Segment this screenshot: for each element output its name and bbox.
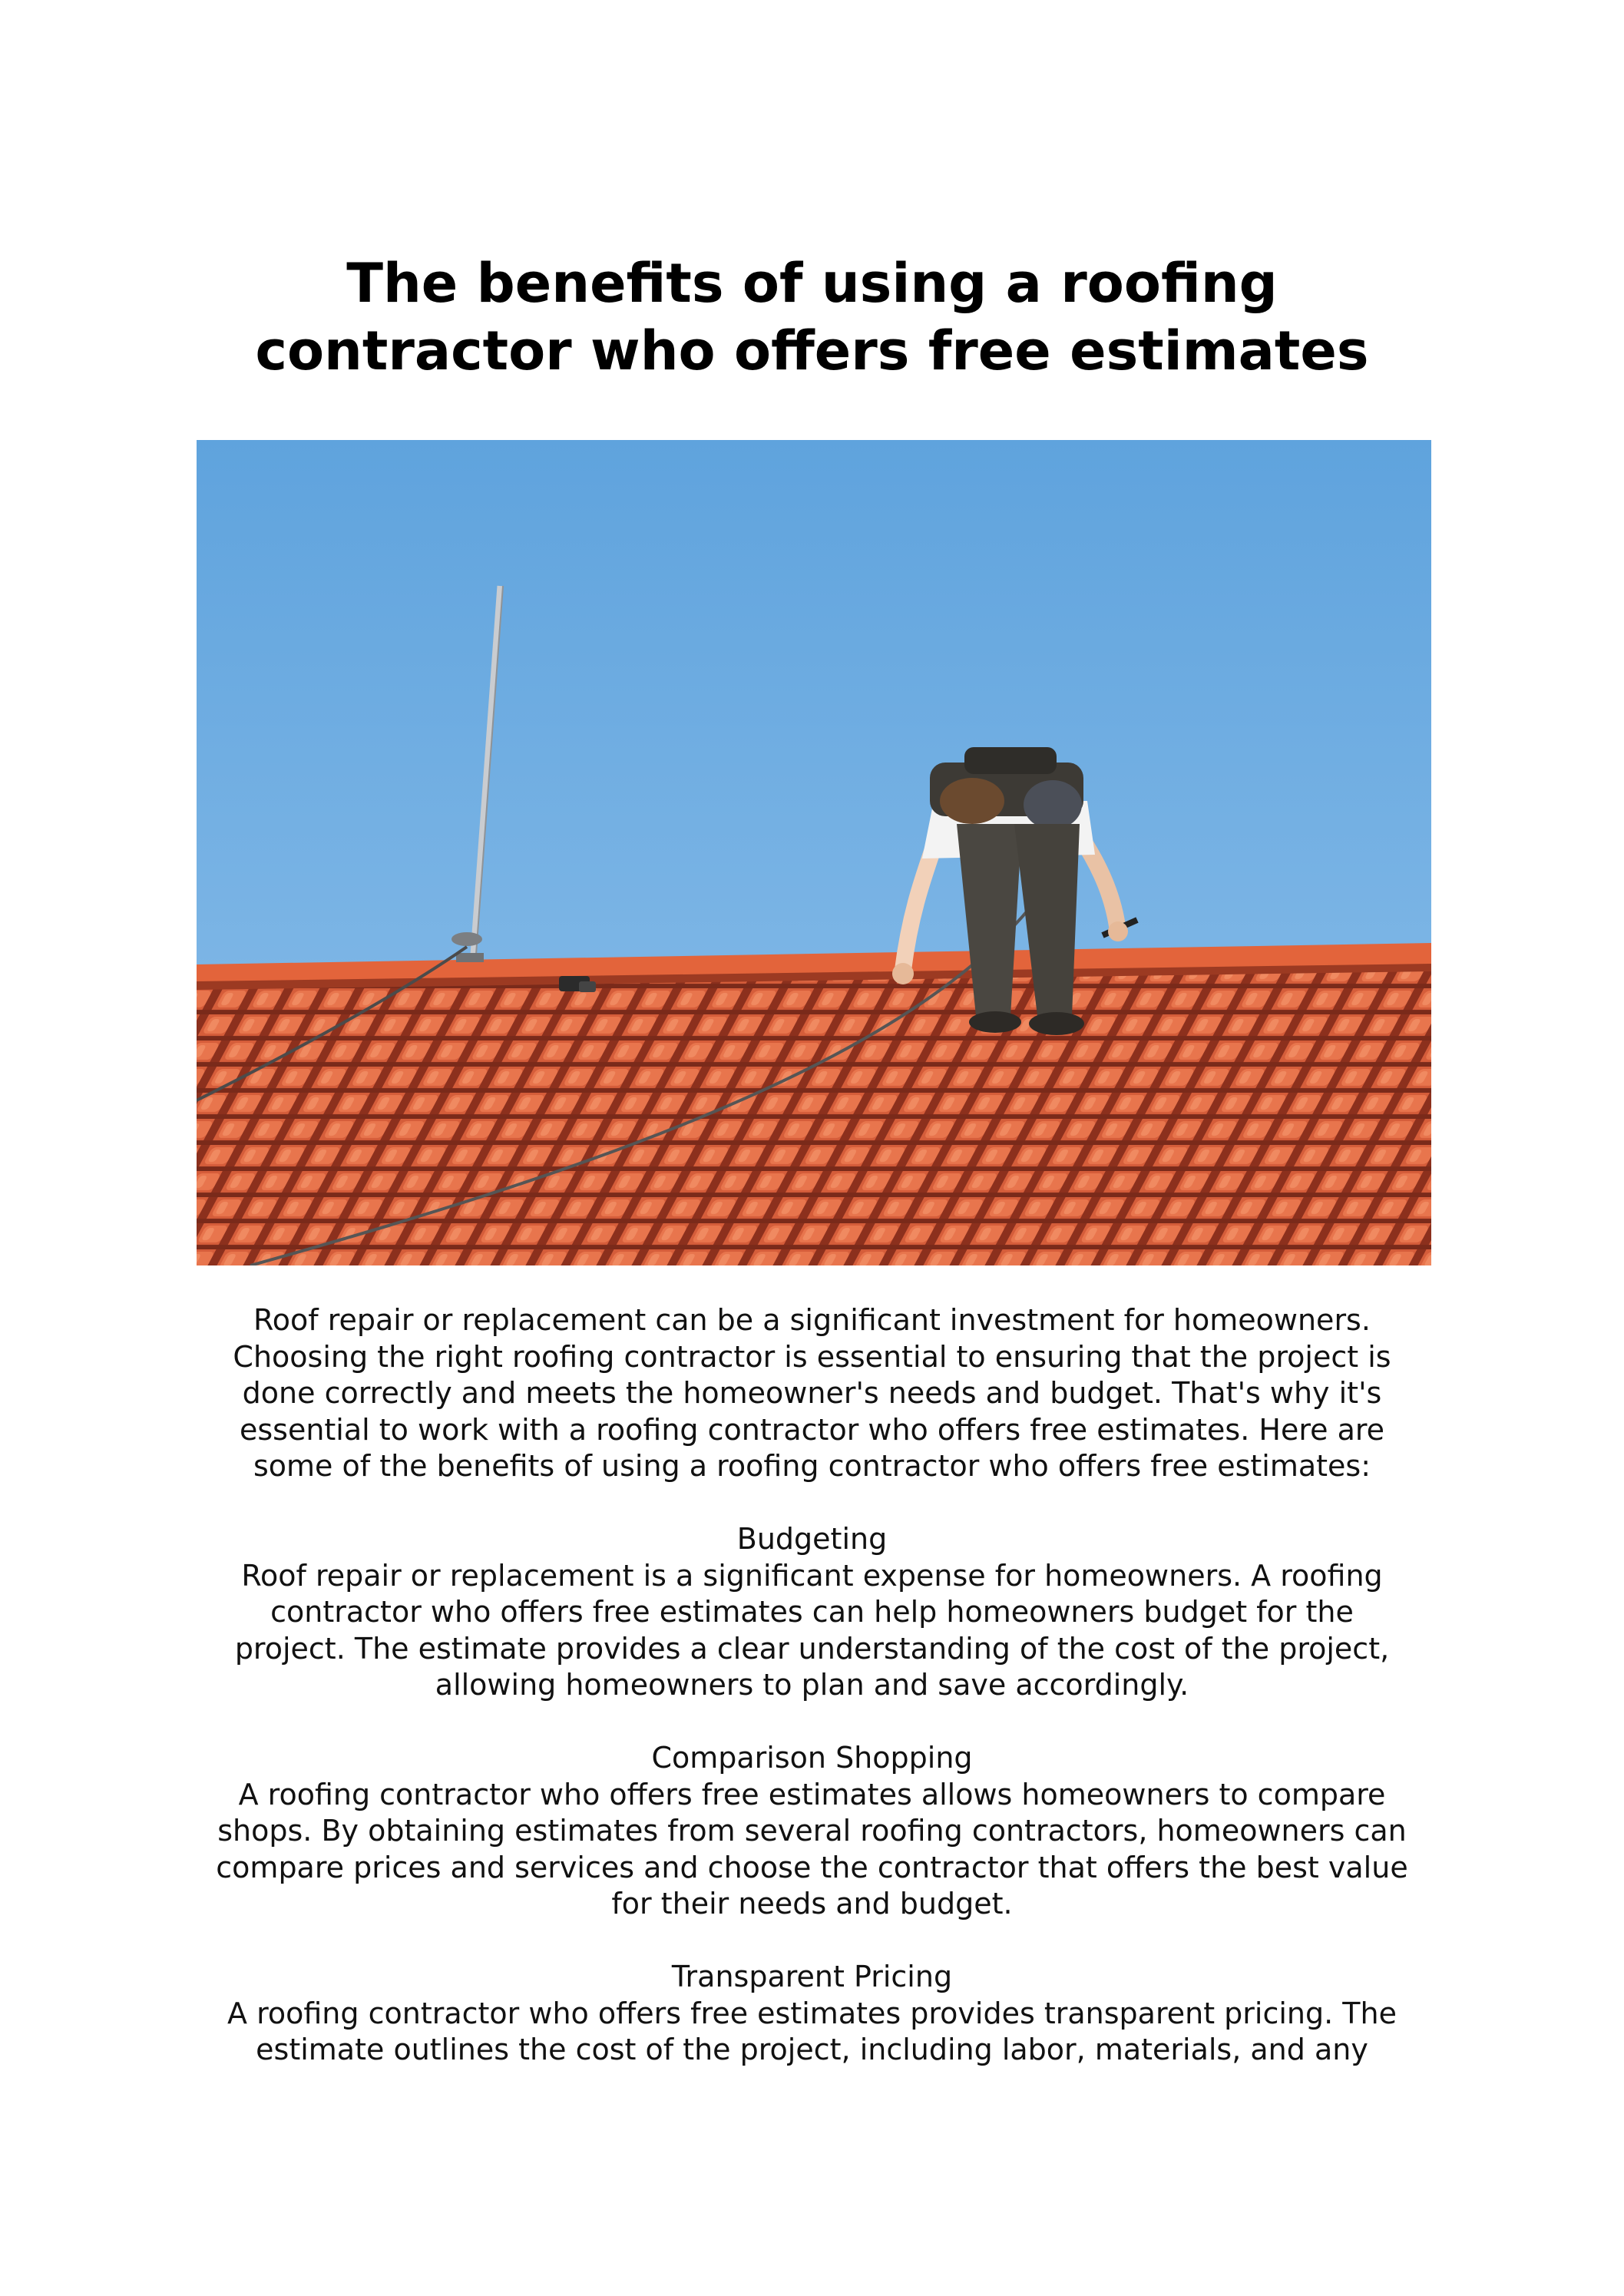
section-line: A roofing contractor who offers free estimates allows homeowners to compare — [238, 1777, 1386, 1811]
intro-line: Choosing the right roofing contractor is essential to ensuring that the project is — [233, 1339, 1391, 1374]
intro-line: Roof repair or replacement can be a significant investment for homeowners. — [253, 1303, 1371, 1337]
title-line-1: The benefits of using a roofing — [346, 252, 1278, 315]
section-heading: Transparent Pricing — [671, 1960, 953, 1993]
section-budgeting — [184, 1521, 1440, 1704]
paragraph-gap — [184, 1923, 1440, 1960]
section-transparent-pricing — [184, 1959, 1440, 2069]
section-heading: Comparison Shopping — [651, 1741, 973, 1775]
section-line: allowing homeowners to plan and save accordingly. — [435, 1668, 1189, 1702]
page-title — [154, 250, 1470, 385]
section-line: for their needs and budget. — [611, 1887, 1013, 1921]
section-line: compare prices and services and choose the contractor that offers the best value — [216, 1850, 1408, 1884]
section-comparison-shopping — [184, 1740, 1440, 1923]
section-line: shops. By obtaining estimates from several roofing contractors, homeowners can — [217, 1814, 1407, 1848]
hero-image — [197, 440, 1431, 1265]
intro-paragraph — [184, 1302, 1440, 1485]
title-line-2: contractor who offers free estimates — [255, 319, 1369, 382]
intro-line: done correctly and meets the homeowner's needs and budget. That's why it's — [242, 1376, 1382, 1410]
section-line: A roofing contractor who offers free estimates provides transparent pricing. The — [227, 1996, 1397, 2030]
section-line: contractor who offers free estimates can help homeowners budget for the — [270, 1595, 1354, 1629]
article-body — [184, 1302, 1440, 2069]
intro-line: essential to work with a roofing contractor who offers free estimates. Here are — [239, 1412, 1385, 1447]
section-line: Roof repair or replacement is a significant expense for homeowners. A roofing — [241, 1558, 1383, 1593]
paragraph-gap — [184, 1704, 1440, 1741]
intro-line: some of the benefits of using a roofing contractor who offers free estimates: — [253, 1449, 1371, 1483]
section-line: project. The estimate provides a clear understanding of the cost of the project, — [234, 1631, 1390, 1666]
section-line: estimate outlines the cost of the project, including labor, materials, and any — [256, 2033, 1368, 2066]
paragraph-gap — [184, 1485, 1440, 1522]
section-heading: Budgeting — [736, 1522, 888, 1556]
roofer-on-tile-roof-photo — [197, 440, 1431, 1265]
